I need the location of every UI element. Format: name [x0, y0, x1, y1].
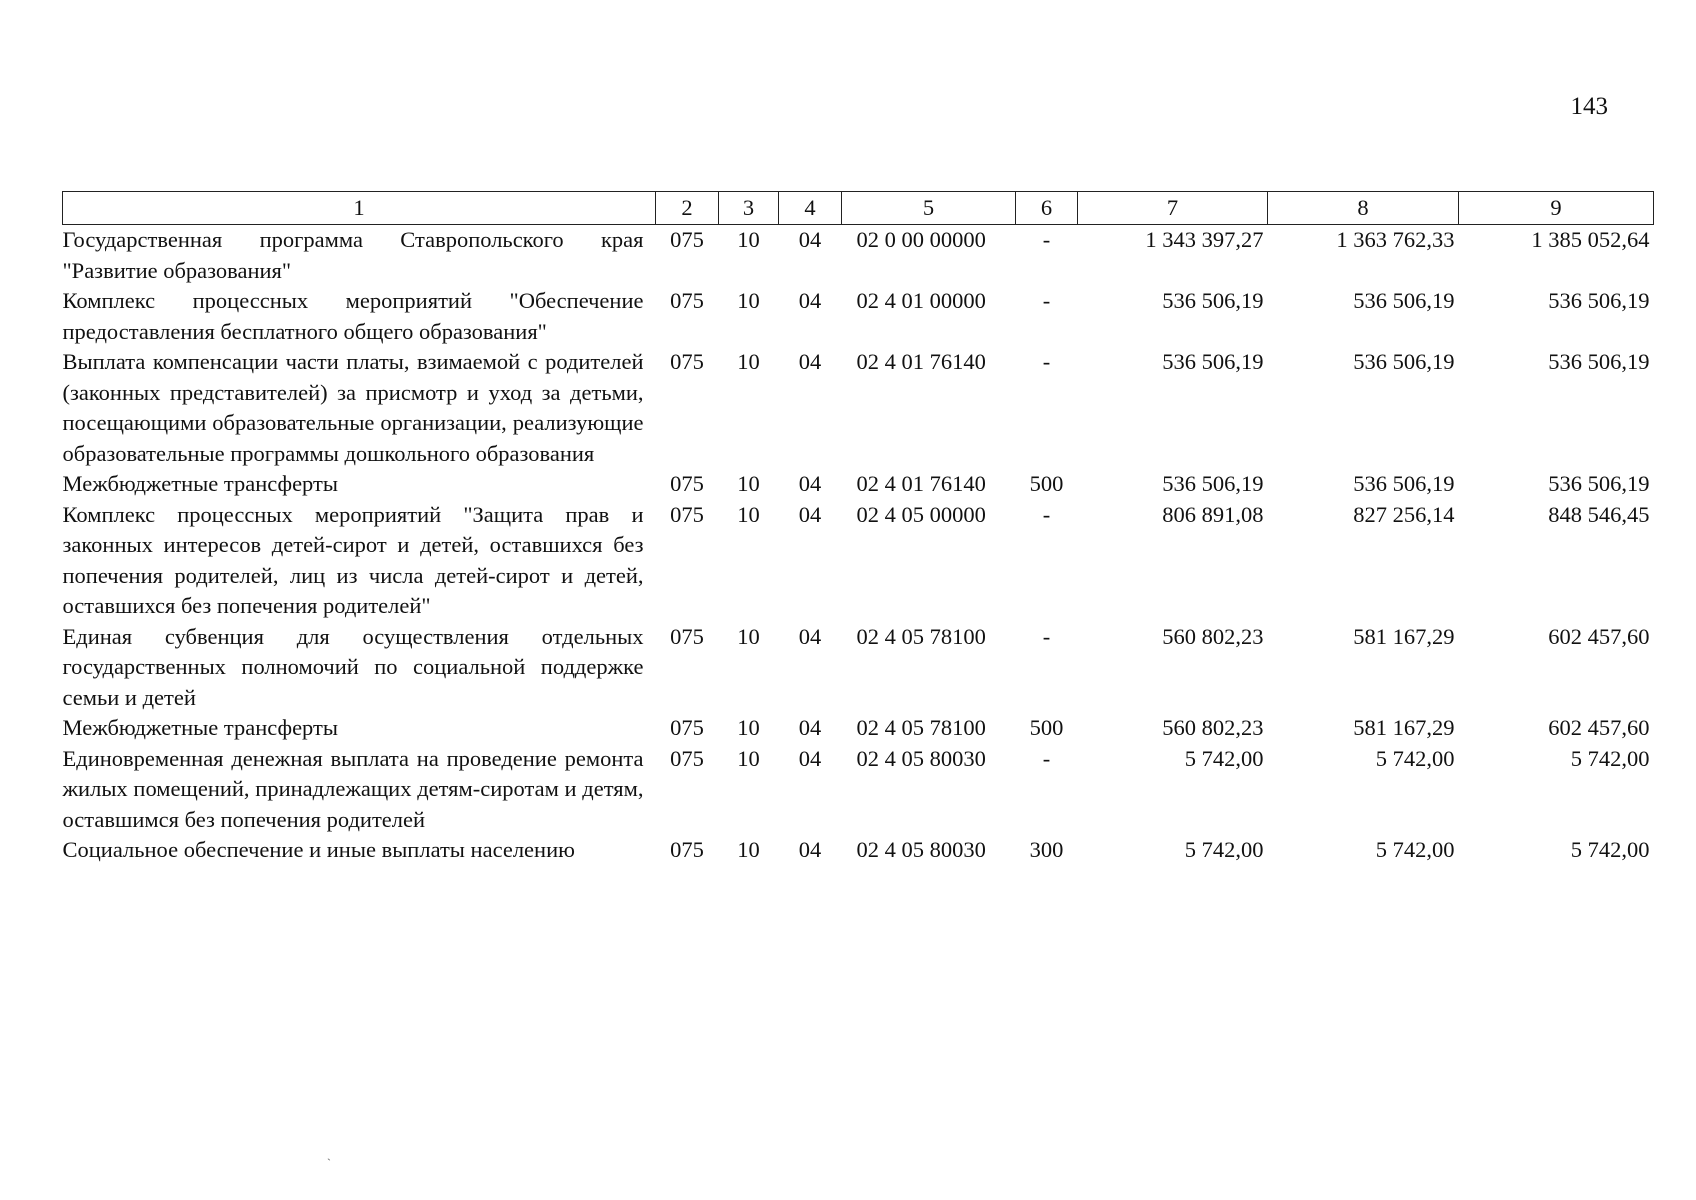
- cell-subsection-code: 04: [798, 745, 822, 771]
- cell-subsection-code: 04: [798, 349, 822, 374]
- cell-amount-3: 1 385 052,64: [1531, 227, 1650, 252]
- cell-target-article: 02 4 05 80030: [856, 837, 986, 862]
- cell-name: Государственная программа Ставропольского края "Развитие образования": [62, 227, 644, 283]
- cell-amount-3: 848 546,45: [1548, 501, 1650, 527]
- cell-amount-2: 581 167,29: [1353, 623, 1455, 649]
- cell-subsection-code: 04: [798, 501, 822, 527]
- cell-amount-1: 536 506,19: [1162, 349, 1264, 374]
- cell-amount-1: 5 742,00: [1184, 745, 1264, 771]
- header-cell-subsection: 4: [779, 192, 842, 225]
- header-cell-ministry: 2: [656, 192, 719, 225]
- cell-ministry-code: 075: [670, 715, 704, 740]
- header-row: [63, 192, 1654, 225]
- page-number: 143: [1570, 93, 1608, 120]
- cell-amount-3: 602 457,60: [1548, 715, 1650, 740]
- cell-section-code: 10: [737, 623, 760, 649]
- cell-ministry-code: 075: [670, 745, 704, 771]
- cell-expense-type: -: [1042, 501, 1051, 527]
- header-cell-amount-2: 8: [1268, 192, 1459, 225]
- cell-section-code: 10: [737, 227, 760, 252]
- cell-amount-3: 536 506,19: [1548, 288, 1650, 313]
- cell-amount-3: 5 742,00: [1570, 745, 1650, 771]
- cell-amount-2: 536 506,19: [1353, 471, 1455, 496]
- cell-name: Межбюджетные трансферты: [62, 471, 338, 496]
- cell-name: Социальное обеспечение и иные выплаты населению: [62, 837, 575, 862]
- cell-amount-1: 560 802,23: [1162, 715, 1264, 740]
- cell-subsection-code: 04: [798, 227, 822, 252]
- table-row: [63, 286, 1654, 347]
- cell-amount-2: 536 506,19: [1353, 288, 1455, 313]
- cell-expense-type: -: [1042, 288, 1051, 313]
- table-row: [63, 835, 1654, 866]
- cell-target-article: 02 4 01 00000: [856, 288, 986, 313]
- cell-target-article: 02 4 01 76140: [856, 349, 986, 374]
- cell-amount-3: 536 506,19: [1548, 349, 1650, 374]
- cell-expense-type: 500: [1029, 715, 1064, 740]
- cell-amount-1: 5 742,00: [1184, 837, 1264, 862]
- cell-amount-1: 536 506,19: [1162, 471, 1264, 496]
- cell-subsection-code: 04: [798, 623, 822, 649]
- cell-section-code: 10: [737, 288, 760, 313]
- table-row: [63, 225, 1654, 287]
- cell-target-article: 02 0 00 00000: [856, 227, 986, 252]
- cell-subsection-code: 04: [798, 288, 822, 313]
- cell-name: Единая субвенция для осуществления отдельных государственных полномочий по социальной поддержке семьи и детей: [62, 623, 644, 710]
- cell-ministry-code: 075: [670, 501, 704, 527]
- table-row: [63, 500, 1654, 622]
- cell-section-code: 10: [737, 471, 760, 496]
- cell-name: Единовременная денежная выплата на проведение ремонта жилых помещений, принадлежащих детям-сиротам и детям, оставшимся без попечения родителей: [62, 745, 644, 832]
- table-row: [63, 622, 1654, 714]
- header-cell-name: 1: [63, 192, 656, 225]
- cell-amount-2: 581 167,29: [1353, 715, 1455, 740]
- header-cell-expense-type: 6: [1016, 192, 1078, 225]
- cell-expense-type: -: [1042, 349, 1051, 374]
- cell-section-code: 10: [737, 501, 760, 527]
- header-cell-section: 3: [719, 192, 779, 225]
- cell-subsection-code: 04: [798, 715, 822, 740]
- cell-subsection-code: 04: [798, 471, 822, 496]
- cell-section-code: 10: [737, 745, 760, 771]
- cell-amount-1: 806 891,08: [1162, 501, 1264, 527]
- table-row: [63, 347, 1654, 469]
- cell-ministry-code: 075: [670, 227, 704, 252]
- cell-expense-type: 300: [1029, 837, 1064, 862]
- cell-ministry-code: 075: [670, 288, 704, 313]
- cell-expense-type: -: [1042, 623, 1051, 649]
- cell-expense-type: 500: [1029, 471, 1064, 496]
- cell-amount-3: 602 457,60: [1548, 623, 1650, 649]
- cell-ministry-code: 075: [670, 837, 704, 862]
- cell-target-article: 02 4 05 00000: [856, 501, 986, 527]
- cell-ministry-code: 075: [670, 349, 704, 374]
- cell-amount-1: 560 802,23: [1162, 623, 1264, 649]
- stray-mark: `: [327, 1156, 331, 1170]
- cell-amount-2: 5 742,00: [1375, 745, 1455, 771]
- cell-name: Межбюджетные трансферты: [62, 715, 338, 740]
- cell-expense-type: -: [1042, 227, 1051, 252]
- header-cell-amount-3: 9: [1459, 192, 1654, 225]
- cell-target-article: 02 4 05 78100: [856, 715, 986, 740]
- cell-amount-3: 5 742,00: [1570, 837, 1650, 862]
- table-row: [63, 469, 1654, 500]
- budget-table: [62, 191, 1654, 866]
- header-cell-target-article: 5: [842, 192, 1016, 225]
- cell-target-article: 02 4 01 76140: [856, 471, 986, 496]
- header-cell-amount-1: 7: [1078, 192, 1268, 225]
- table-header: [63, 192, 1654, 225]
- cell-name: Комплекс процессных мероприятий "Обеспечение предоставления бесплатного общего образования": [62, 288, 644, 344]
- cell-section-code: 10: [737, 349, 760, 374]
- cell-ministry-code: 075: [670, 623, 704, 649]
- cell-amount-1: 1 343 397,27: [1145, 227, 1264, 252]
- cell-amount-3: 536 506,19: [1548, 471, 1650, 496]
- cell-name: Комплекс процессных мероприятий "Защита прав и законных интересов детей-сирот и детей, оставшихся без попечения родителей, лиц из числа детей-сирот и детей, оставшихся без попечения родителей": [62, 501, 644, 618]
- cell-target-article: 02 4 05 80030: [856, 745, 986, 771]
- cell-ministry-code: 075: [670, 471, 704, 496]
- cell-name: Выплата компенсации части платы, взимаемой с родителей (законных представителей) за присмотр и уход за детьми, посещающими образовательные организации, реализующие образовательные программы дошкольного образования: [62, 349, 644, 466]
- cell-subsection-code: 04: [798, 837, 822, 862]
- table-row: [63, 744, 1654, 836]
- cell-expense-type: -: [1042, 745, 1051, 771]
- cell-amount-2: 827 256,14: [1353, 501, 1455, 527]
- cell-section-code: 10: [737, 837, 760, 862]
- cell-amount-2: 1 363 762,33: [1336, 227, 1455, 252]
- cell-amount-1: 536 506,19: [1162, 288, 1264, 313]
- cell-section-code: 10: [737, 715, 760, 740]
- table-body: [63, 225, 1654, 866]
- cell-target-article: 02 4 05 78100: [856, 623, 986, 649]
- cell-amount-2: 5 742,00: [1375, 837, 1455, 862]
- table-row: [63, 713, 1654, 744]
- cell-amount-2: 536 506,19: [1353, 349, 1455, 374]
